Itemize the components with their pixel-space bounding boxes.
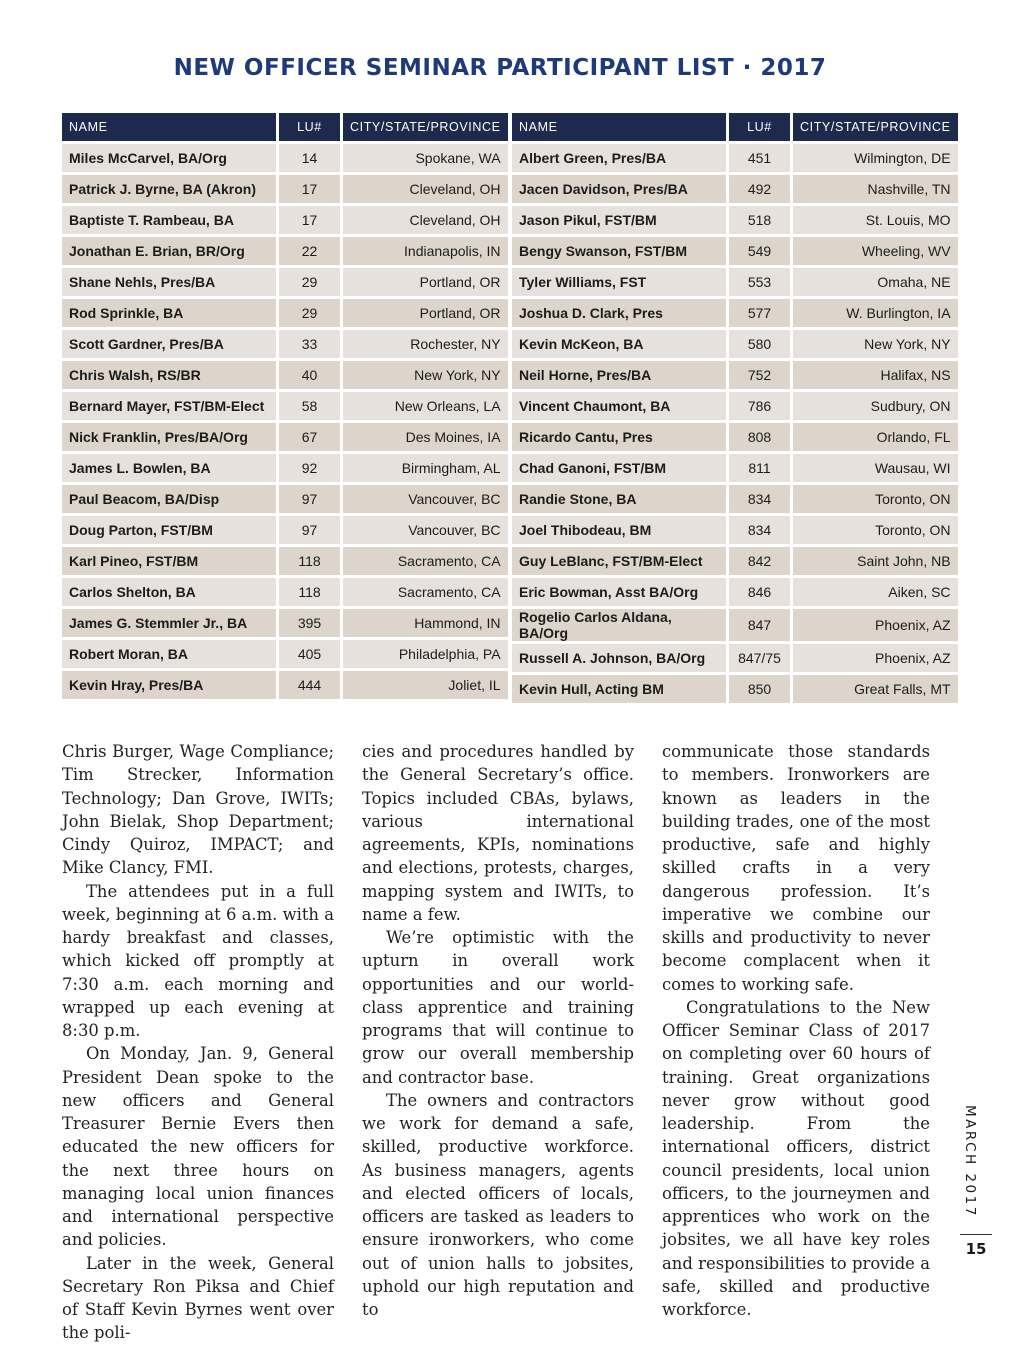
local-union-number: 834 — [729, 516, 790, 544]
participant-row — [62, 330, 508, 358]
article-paragraph: communicate those standards to members. Ironworkers are known as leaders in the building trades, one of the most productive, safe and highly skilled crafts in a very dangerous profession. It’s imperative we combine our skills and productivity to never become complacent when it comes to working safe. — [662, 742, 930, 994]
local-union-number: 97 — [279, 485, 340, 513]
article-paragraph: Congratulations to the New Officer Seminar Class of 2017 on completing over 60 hours of training. Great organizations never grow without good leadership. From the international officers, district council presidents, local union officers, to the journeymen and apprentices who work on the jobsites, we all have key roles and responsibilities to provide a safe, skilled and productive workforce. — [662, 997, 930, 1319]
article-column-3 — [662, 740, 930, 1321]
participant-row — [62, 485, 508, 513]
participant-name: Paul Beacom, BA/Disp — [62, 485, 276, 513]
local-union-number: 451 — [729, 144, 790, 172]
participant-name: Jonathan E. Brian, BR/Org — [62, 237, 276, 265]
participant-row — [62, 640, 508, 668]
local-union-number: 118 — [279, 547, 340, 575]
participant-city: Toronto, ON — [793, 485, 958, 513]
article-paragraph: On Monday, Jan. 9, General President Dean spoke to the new officers and General Treasurer Bernie Evers then educated the new officers for the next three hours on managing local union finances and international perspective and policies. — [62, 1044, 334, 1250]
participant-city: Aiken, SC — [793, 578, 958, 606]
local-union-number: 846 — [729, 578, 790, 606]
article-paragraph: The attendees put in a full week, beginning at 6 a.m. with a hardy breakfast and classes, which kicked off promptly at 7:30 a.m. each morning and wrapped up each evening at 8:30 p.m. — [62, 881, 334, 1040]
participant-row — [62, 423, 508, 451]
participant-row — [512, 454, 958, 482]
table-header-row — [512, 113, 958, 141]
local-union-number: 395 — [279, 609, 340, 637]
local-union-number: 33 — [279, 330, 340, 358]
participant-row — [62, 454, 508, 482]
local-union-number: 549 — [729, 237, 790, 265]
participant-name: Kevin Hull, Acting BM — [512, 675, 726, 703]
participant-name: Carlos Shelton, BA — [62, 578, 276, 606]
participant-city: New York, NY — [793, 330, 958, 358]
participant-city: Orlando, FL — [793, 423, 958, 451]
participant-name: Russell A. Johnson, BA/Org — [512, 644, 726, 672]
lu-column-header: LU# — [279, 113, 340, 141]
participant-city: Wausau, WI — [793, 454, 958, 482]
participant-row — [512, 547, 958, 575]
participant-name: James L. Bowlen, BA — [62, 454, 276, 482]
participant-city: Vancouver, BC — [343, 516, 508, 544]
participant-row — [62, 206, 508, 234]
participant-row — [512, 206, 958, 234]
participant-city: Great Falls, MT — [793, 675, 958, 703]
local-union-number: 58 — [279, 392, 340, 420]
participant-name: Kevin McKeon, BA — [512, 330, 726, 358]
local-union-number: 29 — [279, 268, 340, 296]
participant-name: Scott Gardner, Pres/BA — [62, 330, 276, 358]
local-union-number: 14 — [279, 144, 340, 172]
local-union-number: 808 — [729, 423, 790, 451]
issue-date: MARCH 2017 — [962, 1105, 978, 1218]
participant-city: Vancouver, BC — [343, 485, 508, 513]
participant-city: Hammond, IN — [343, 609, 508, 637]
participant-name: Guy LeBlanc, FST/BM-Elect — [512, 547, 726, 575]
participant-name: Patrick J. Byrne, BA (Akron) — [62, 175, 276, 203]
local-union-number: 834 — [729, 485, 790, 513]
participant-city: Sacramento, CA — [343, 578, 508, 606]
participant-row — [62, 671, 508, 699]
local-union-number: 786 — [729, 392, 790, 420]
lu-column-header: LU# — [729, 113, 790, 141]
participant-row — [62, 144, 508, 172]
participant-row — [512, 268, 958, 296]
participant-row — [62, 516, 508, 544]
participant-name: Ricardo Cantu, Pres — [512, 423, 726, 451]
participant-city: Des Moines, IA — [343, 423, 508, 451]
participant-city: W. Burlington, IA — [793, 299, 958, 327]
article-column-1 — [62, 740, 334, 1345]
article-paragraph: The owners and contractors we work for demand a safe, skilled, productive workforce. As business managers, agents and elected officers of locals, officers are tasked as leaders to ensure ironworkers, who come out of union halls to jobsites, uphold our high reputation and to — [362, 1090, 634, 1319]
participant-table-left — [59, 110, 511, 702]
participant-row — [512, 175, 958, 203]
table-header-row — [62, 113, 508, 141]
participant-city: Saint John, NB — [793, 547, 958, 575]
participant-city: New Orleans, LA — [343, 392, 508, 420]
local-union-number: 492 — [729, 175, 790, 203]
participant-row — [62, 175, 508, 203]
participant-city: New York, NY — [343, 361, 508, 389]
name-column-header: NAME — [62, 113, 276, 141]
participant-city: Spokane, WA — [343, 144, 508, 172]
participant-city: St. Louis, MO — [793, 206, 958, 234]
participant-name: Bengy Swanson, FST/BM — [512, 237, 726, 265]
participant-name: Bernard Mayer, FST/BM-Elect — [62, 392, 276, 420]
participant-row — [62, 299, 508, 327]
participant-city: Philadelphia, PA — [343, 640, 508, 668]
local-union-number: 444 — [279, 671, 340, 699]
name-column-header: NAME — [512, 113, 726, 141]
local-union-number: 580 — [729, 330, 790, 358]
local-union-number: 847 — [729, 609, 790, 641]
article-column-2 — [362, 740, 634, 1321]
local-union-number: 22 — [279, 237, 340, 265]
page-number: 15 — [965, 1240, 987, 1258]
local-union-number: 811 — [729, 454, 790, 482]
participant-row — [512, 644, 958, 672]
city-column-header: CITY/STATE/PROVINCE — [343, 113, 508, 141]
participant-name: Joshua D. Clark, Pres — [512, 299, 726, 327]
article-paragraph: We’re optimistic with the upturn in overall work opportunities and our world-class apprentice and training programs that will continue to grow our overall membership and contractor base. — [362, 928, 634, 1087]
participant-name: Chad Ganoni, FST/BM — [512, 454, 726, 482]
participant-name: Doug Parton, FST/BM — [62, 516, 276, 544]
participant-row — [512, 609, 958, 641]
participant-name: Vincent Chaumont, BA — [512, 392, 726, 420]
participant-row — [512, 423, 958, 451]
participant-row — [62, 237, 508, 265]
participant-name: Joel Thibodeau, BM — [512, 516, 726, 544]
participant-city: Portland, OR — [343, 299, 508, 327]
participant-city: Indianapolis, IN — [343, 237, 508, 265]
participant-row — [512, 392, 958, 420]
participant-name: Eric Bowman, Asst BA/Org — [512, 578, 726, 606]
participant-city: Joliet, IL — [343, 671, 508, 699]
local-union-number: 118 — [279, 578, 340, 606]
participant-city: Nashville, TN — [793, 175, 958, 203]
participant-row — [512, 516, 958, 544]
local-union-number: 40 — [279, 361, 340, 389]
participant-city: Omaha, NE — [793, 268, 958, 296]
participant-name: Randie Stone, BA — [512, 485, 726, 513]
participant-name: Shane Nehls, Pres/BA — [62, 268, 276, 296]
participant-row — [62, 392, 508, 420]
participant-city: Wheeling, WV — [793, 237, 958, 265]
participant-name: Jacen Davidson, Pres/BA — [512, 175, 726, 203]
participant-row — [512, 675, 958, 703]
participant-city: Birmingham, AL — [343, 454, 508, 482]
participant-row — [62, 609, 508, 637]
page-title: NEW OFFICER SEMINAR PARTICIPANT LIST · 2017 — [173, 55, 827, 81]
local-union-number: 67 — [279, 423, 340, 451]
participant-table-right — [509, 110, 961, 706]
local-union-number: 842 — [729, 547, 790, 575]
participant-row — [512, 485, 958, 513]
local-union-number: 577 — [729, 299, 790, 327]
participant-name: Jason Pikul, FST/BM — [512, 206, 726, 234]
participant-name: Nick Franklin, Pres/BA/Org — [62, 423, 276, 451]
participant-city: Wilmington, DE — [793, 144, 958, 172]
article-paragraph: Later in the week, General Secretary Ron Piksa and Chief of Staff Kevin Byrnes went over the poli- — [62, 1253, 334, 1343]
local-union-number: 850 — [729, 675, 790, 703]
local-union-number: 92 — [279, 454, 340, 482]
participant-city: Phoenix, AZ — [793, 644, 958, 672]
local-union-number: 17 — [279, 206, 340, 234]
participant-city: Phoenix, AZ — [793, 609, 958, 641]
participant-row — [62, 268, 508, 296]
local-union-number: 29 — [279, 299, 340, 327]
local-union-number: 17 — [279, 175, 340, 203]
participant-row — [62, 361, 508, 389]
participant-name: Miles McCarvel, BA/Org — [62, 144, 276, 172]
article-paragraph: cies and procedures handled by the General Secretary’s office. Topics included CBAs, bylaws, various international agreements, KPIs, nominations and elections, protests, charges, mapping system and IWITs, to name a few. — [362, 742, 634, 924]
city-column-header: CITY/STATE/PROVINCE — [793, 113, 958, 141]
participant-city: Halifax, NS — [793, 361, 958, 389]
participant-name: James G. Stemmler Jr., BA — [62, 609, 276, 637]
participant-city: Toronto, ON — [793, 516, 958, 544]
page-number-rule — [960, 1234, 992, 1235]
participant-row — [62, 578, 508, 606]
participant-name: Baptiste T. Rambeau, BA — [62, 206, 276, 234]
participant-row — [512, 299, 958, 327]
participant-city: Rochester, NY — [343, 330, 508, 358]
participant-row — [512, 237, 958, 265]
participant-name: Rod Sprinkle, BA — [62, 299, 276, 327]
participant-city: Portland, OR — [343, 268, 508, 296]
participant-name: Chris Walsh, RS/BR — [62, 361, 276, 389]
article-paragraph: Chris Burger, Wage Compliance; Tim Strecker, Information Technology; Dan Grove, IWITs; John Bielak, Shop Department; Cindy Quiroz, IMPACT; and Mike Clancy, FMI. — [62, 742, 334, 878]
participant-row — [62, 547, 508, 575]
participant-row — [512, 578, 958, 606]
participant-name: Neil Horne, Pres/BA — [512, 361, 726, 389]
local-union-number: 405 — [279, 640, 340, 668]
participant-name: Robert Moran, BA — [62, 640, 276, 668]
participant-name: Albert Green, Pres/BA — [512, 144, 726, 172]
participant-name: Karl Pineo, FST/BM — [62, 547, 276, 575]
participant-name: Rogelio Carlos Aldana, BA/Org — [512, 609, 726, 641]
participant-row — [512, 330, 958, 358]
local-union-number: 752 — [729, 361, 790, 389]
participant-row — [512, 361, 958, 389]
participant-city: Sudbury, ON — [793, 392, 958, 420]
participant-city: Sacramento, CA — [343, 547, 508, 575]
local-union-number: 847/75 — [729, 644, 790, 672]
participant-city: Cleveland, OH — [343, 206, 508, 234]
local-union-number: 553 — [729, 268, 790, 296]
participant-row — [512, 144, 958, 172]
participant-name: Tyler Williams, FST — [512, 268, 726, 296]
local-union-number: 97 — [279, 516, 340, 544]
local-union-number: 518 — [729, 206, 790, 234]
participant-city: Cleveland, OH — [343, 175, 508, 203]
participant-name: Kevin Hray, Pres/BA — [62, 671, 276, 699]
